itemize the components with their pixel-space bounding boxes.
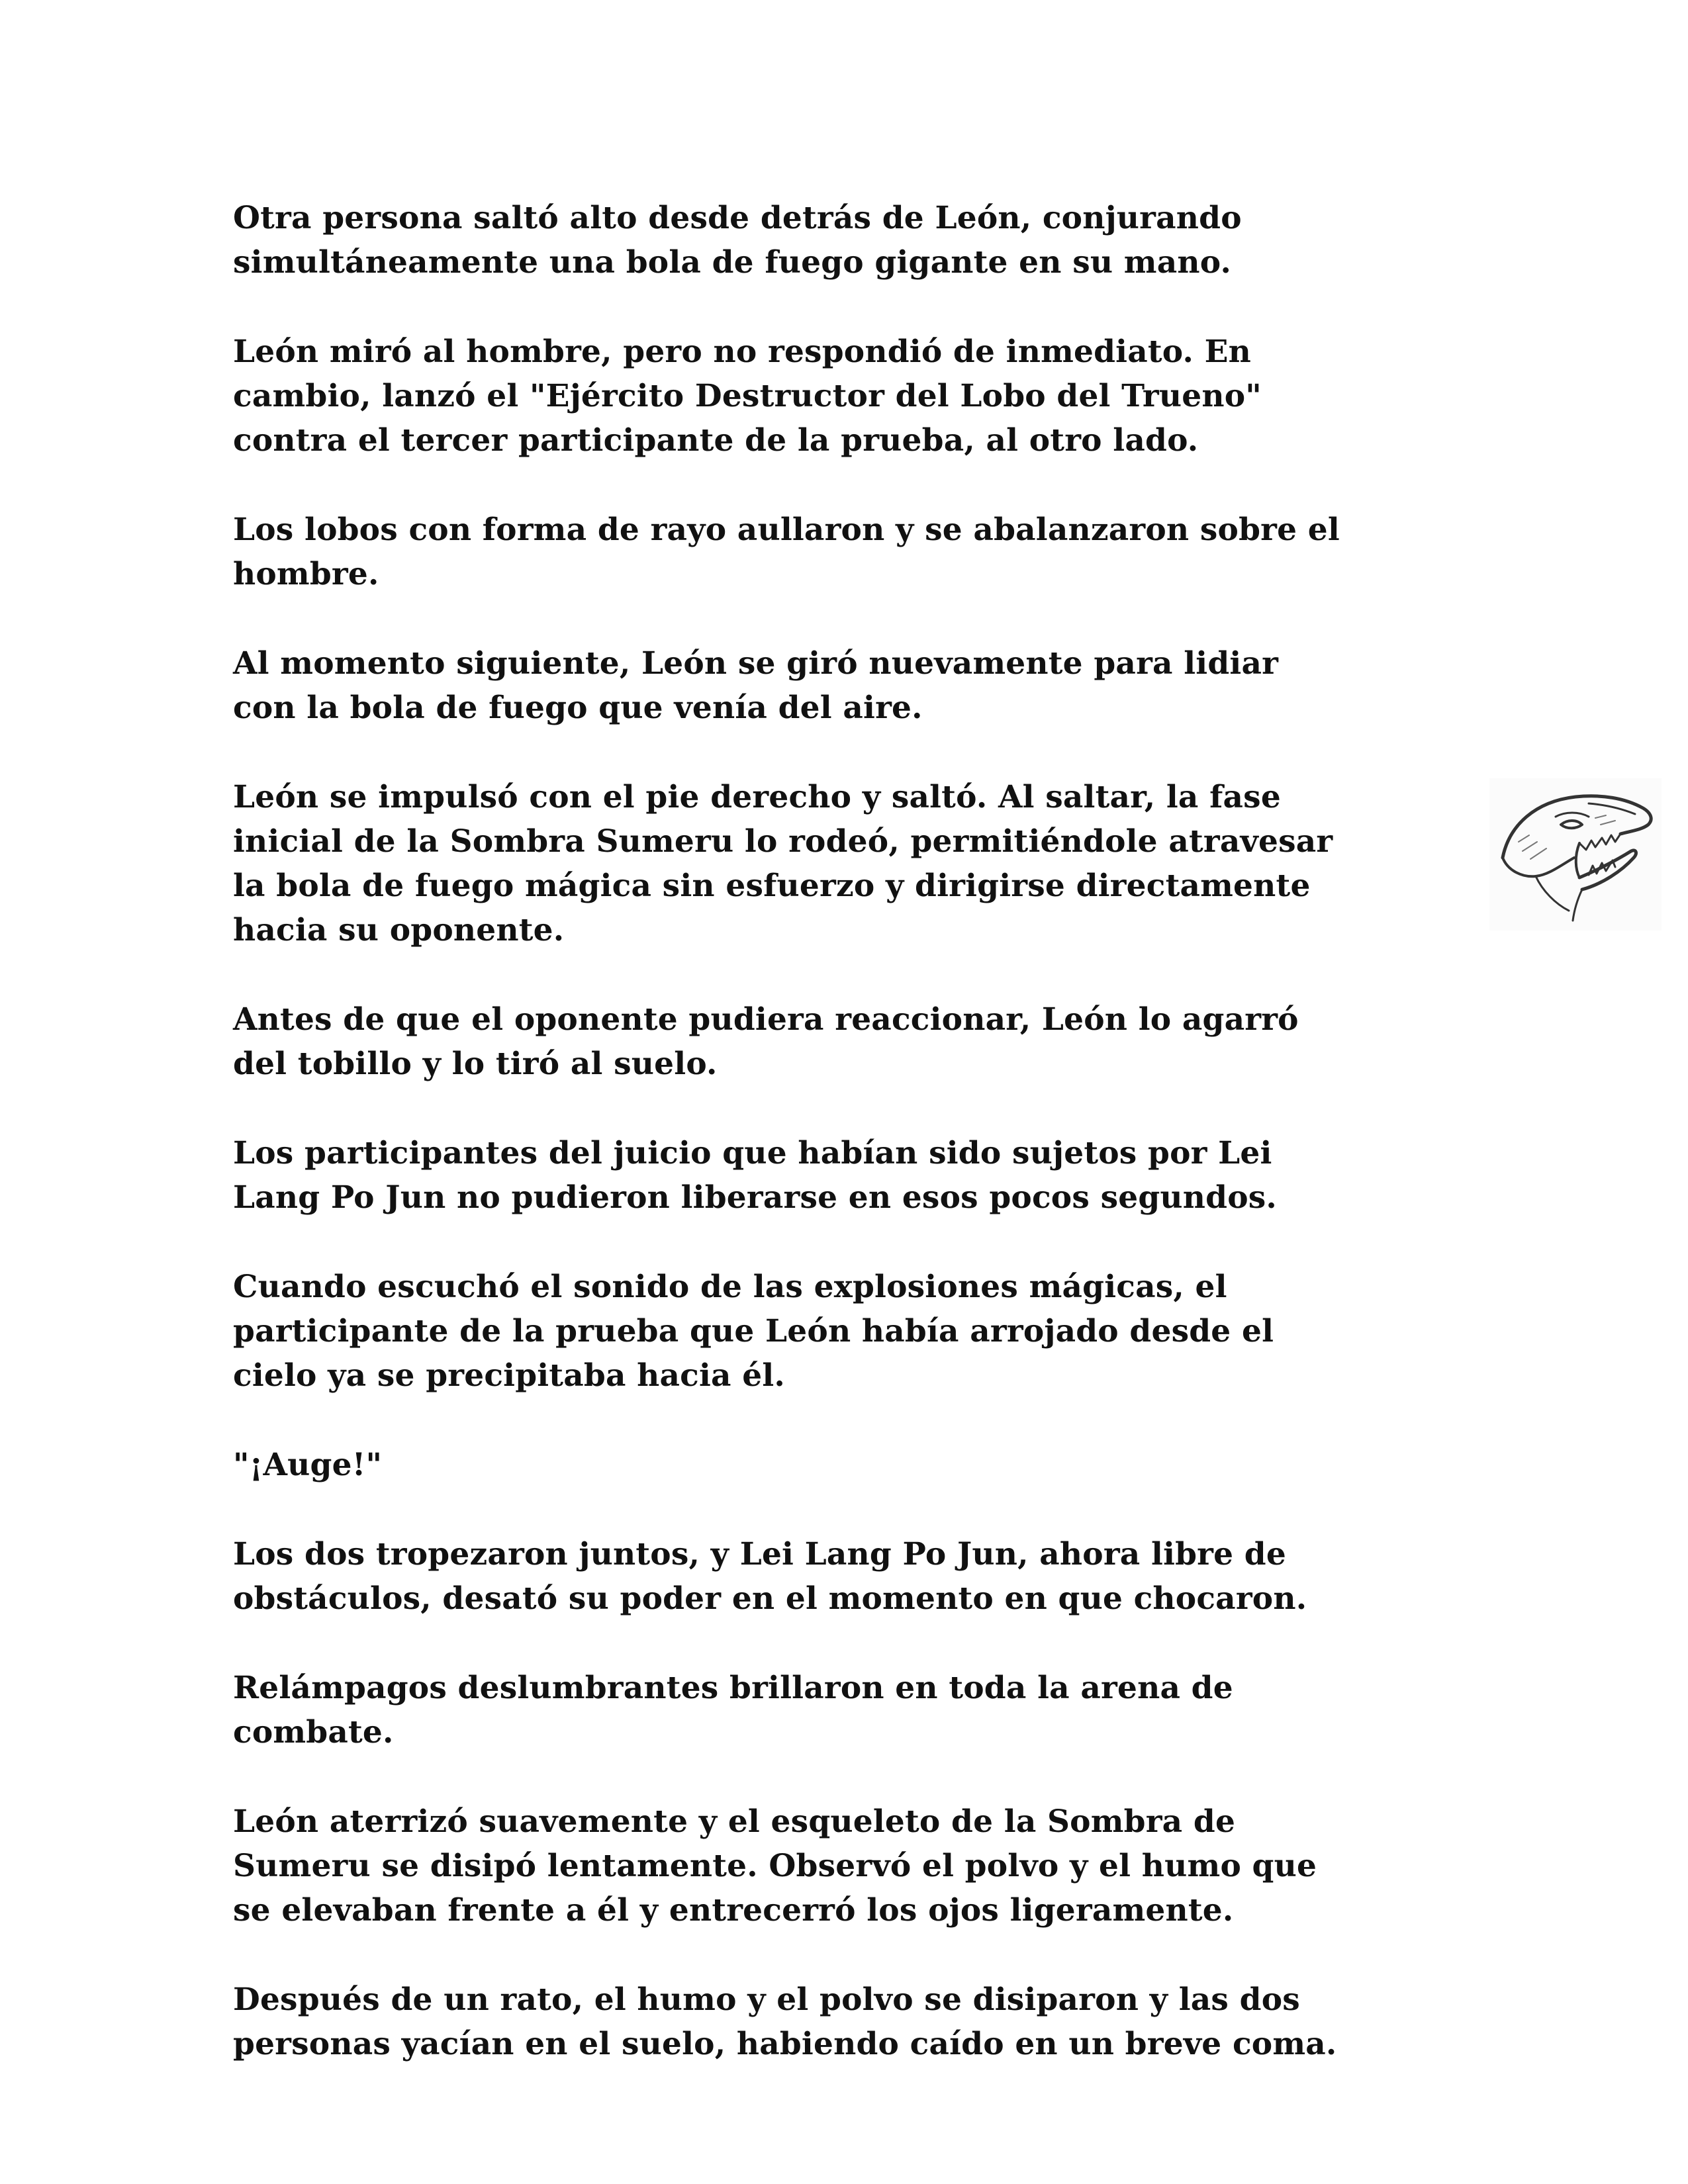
paragraph-9: "¡Auge!" [233,1447,383,1483]
paragraph-3: Los lobos con forma de rayo aullaron y se abalanzaron sobre el hombre. [233,512,1340,592]
paragraph-5: León se impulsó con el pie derecho y saltó. Al saltar, la fase inicial de la Sombra Sumeru lo rodeó, permitiéndole atravesar la bola de fuego mágica sin esfuerzo y dirigirse directamente hacia su oponente. [233,779,1333,948]
paragraph-11: Relámpagos deslumbrantes brillaron en toda la arena de combate. [233,1670,1233,1751]
paragraph-10: Los dos tropezaron juntos, y Lei Lang Po Jun, ahora libre de obstáculos, desató su poder en el momento en que chocaron. [233,1536,1307,1617]
paragraph-2: León miró al hombre, pero no respondió de inmediato. En cambio, lanzó el "Ejército Destructor del Lobo del Trueno" contra el tercer participante de la prueba, al otro lado. [233,334,1262,459]
document-body [233,196,1464,2111]
paragraph-1: Otra persona saltó alto desde detrás de León, conjurando simultáneamente una bola de fuego gigante en su mano. [233,200,1242,281]
paragraph-13: Después de un rato, el humo y el polvo se disiparon y las dos personas yacían en el suelo, habiendo caído en un breve coma. [233,1981,1337,2062]
paragraph-8: Cuando escuchó el sonido de las explosiones mágicas, el participante de la prueba que León había arrojado desde el cielo ya se precipitaba hacia él. [233,1269,1274,1394]
paragraph-12: León aterrizó suavemente y el esqueleto de la Sombra de Sumeru se disipó lentamente. Observó el polvo y el humo que se elevaban frente a él y entrecerró los ojos ligeramente. [233,1803,1317,1929]
paragraph-4: Al momento siguiente, León se giró nuevamente para lidiar con la bola de fuego que venía del aire. [233,645,1279,726]
paragraph-7: Los participantes del juicio que habían sido sujetos por Lei Lang Po Jun no pudieron liberarse en esos pocos segundos. [233,1135,1277,1216]
dinosaur-sketch-icon [1489,778,1662,931]
paragraph-6: Antes de que el oponente pudiera reaccionar, León lo agarró del tobillo y lo tiró al suelo. [233,1001,1299,1082]
